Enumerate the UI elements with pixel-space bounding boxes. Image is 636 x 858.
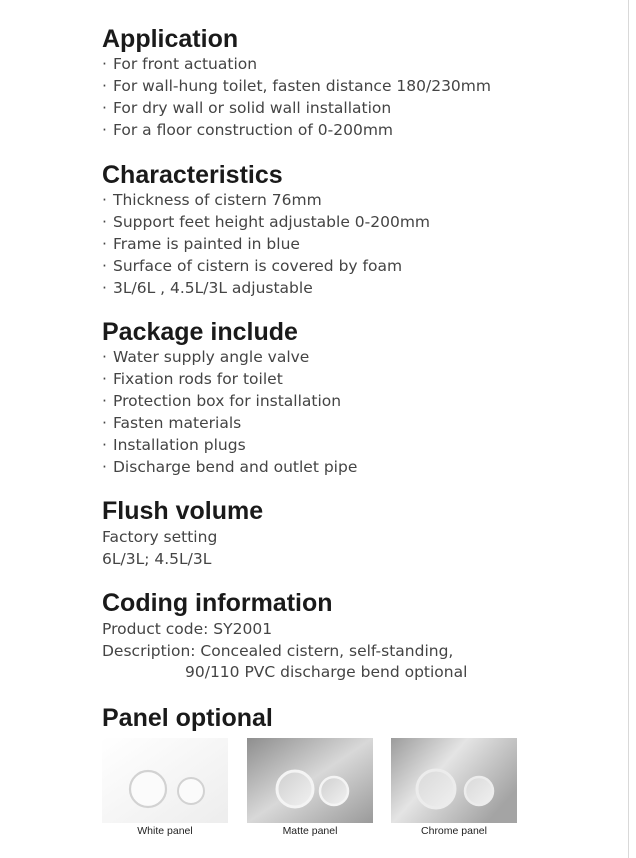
product-code: Product code: SY2001 bbox=[102, 620, 273, 638]
application-heading: Application bbox=[102, 25, 239, 53]
chrome-panel-caption: Chrome panel bbox=[421, 825, 487, 837]
description: Description: Concealed cistern, self-standing, bbox=[102, 642, 454, 660]
package-heading: Package include bbox=[102, 318, 298, 346]
list-item: · Surface of cistern is covered by foam bbox=[102, 257, 403, 275]
description-continued: 90/110 PVC discharge bend optional bbox=[185, 663, 468, 681]
page-edge-line bbox=[628, 0, 629, 858]
characteristics-heading: Characteristics bbox=[102, 161, 283, 189]
list-item: · For front actuation bbox=[102, 55, 258, 73]
list-item: · Support feet height adjustable 0-200mm bbox=[102, 213, 431, 231]
list-item: · Discharge bend and outlet pipe bbox=[102, 458, 358, 476]
coding-heading: Coding information bbox=[102, 589, 333, 617]
list-item: · 3L/6L , 4.5L/3L adjustable bbox=[102, 279, 313, 297]
flush-setting-label: Factory setting bbox=[102, 528, 218, 546]
matte-panel-caption: Matte panel bbox=[282, 825, 338, 837]
matte-panel-image bbox=[247, 738, 373, 823]
panel-heading: Panel optional bbox=[102, 704, 273, 732]
list-item: · Frame is painted in blue bbox=[102, 235, 300, 253]
flush-setting-value: 6L/3L; 4.5L/3L bbox=[102, 550, 212, 568]
list-item: · Installation plugs bbox=[102, 436, 246, 454]
list-item: · Thickness of cistern 76mm bbox=[102, 191, 322, 209]
list-item: · Water supply angle valve bbox=[102, 348, 310, 366]
white-panel-caption: White panel bbox=[137, 825, 193, 837]
chrome-panel-image bbox=[391, 738, 517, 823]
flush-heading: Flush volume bbox=[102, 497, 264, 525]
list-item: · Fasten materials bbox=[102, 414, 242, 432]
list-item: · For wall-hung toilet, fasten distance 180/230mm bbox=[102, 77, 491, 95]
list-item: · For dry wall or solid wall installation bbox=[102, 99, 392, 117]
list-item: · For a floor construction of 0-200mm bbox=[102, 121, 394, 139]
white-panel-image bbox=[102, 738, 228, 823]
list-item: · Fixation rods for toilet bbox=[102, 370, 283, 388]
list-item: · Protection box for installation bbox=[102, 392, 342, 410]
